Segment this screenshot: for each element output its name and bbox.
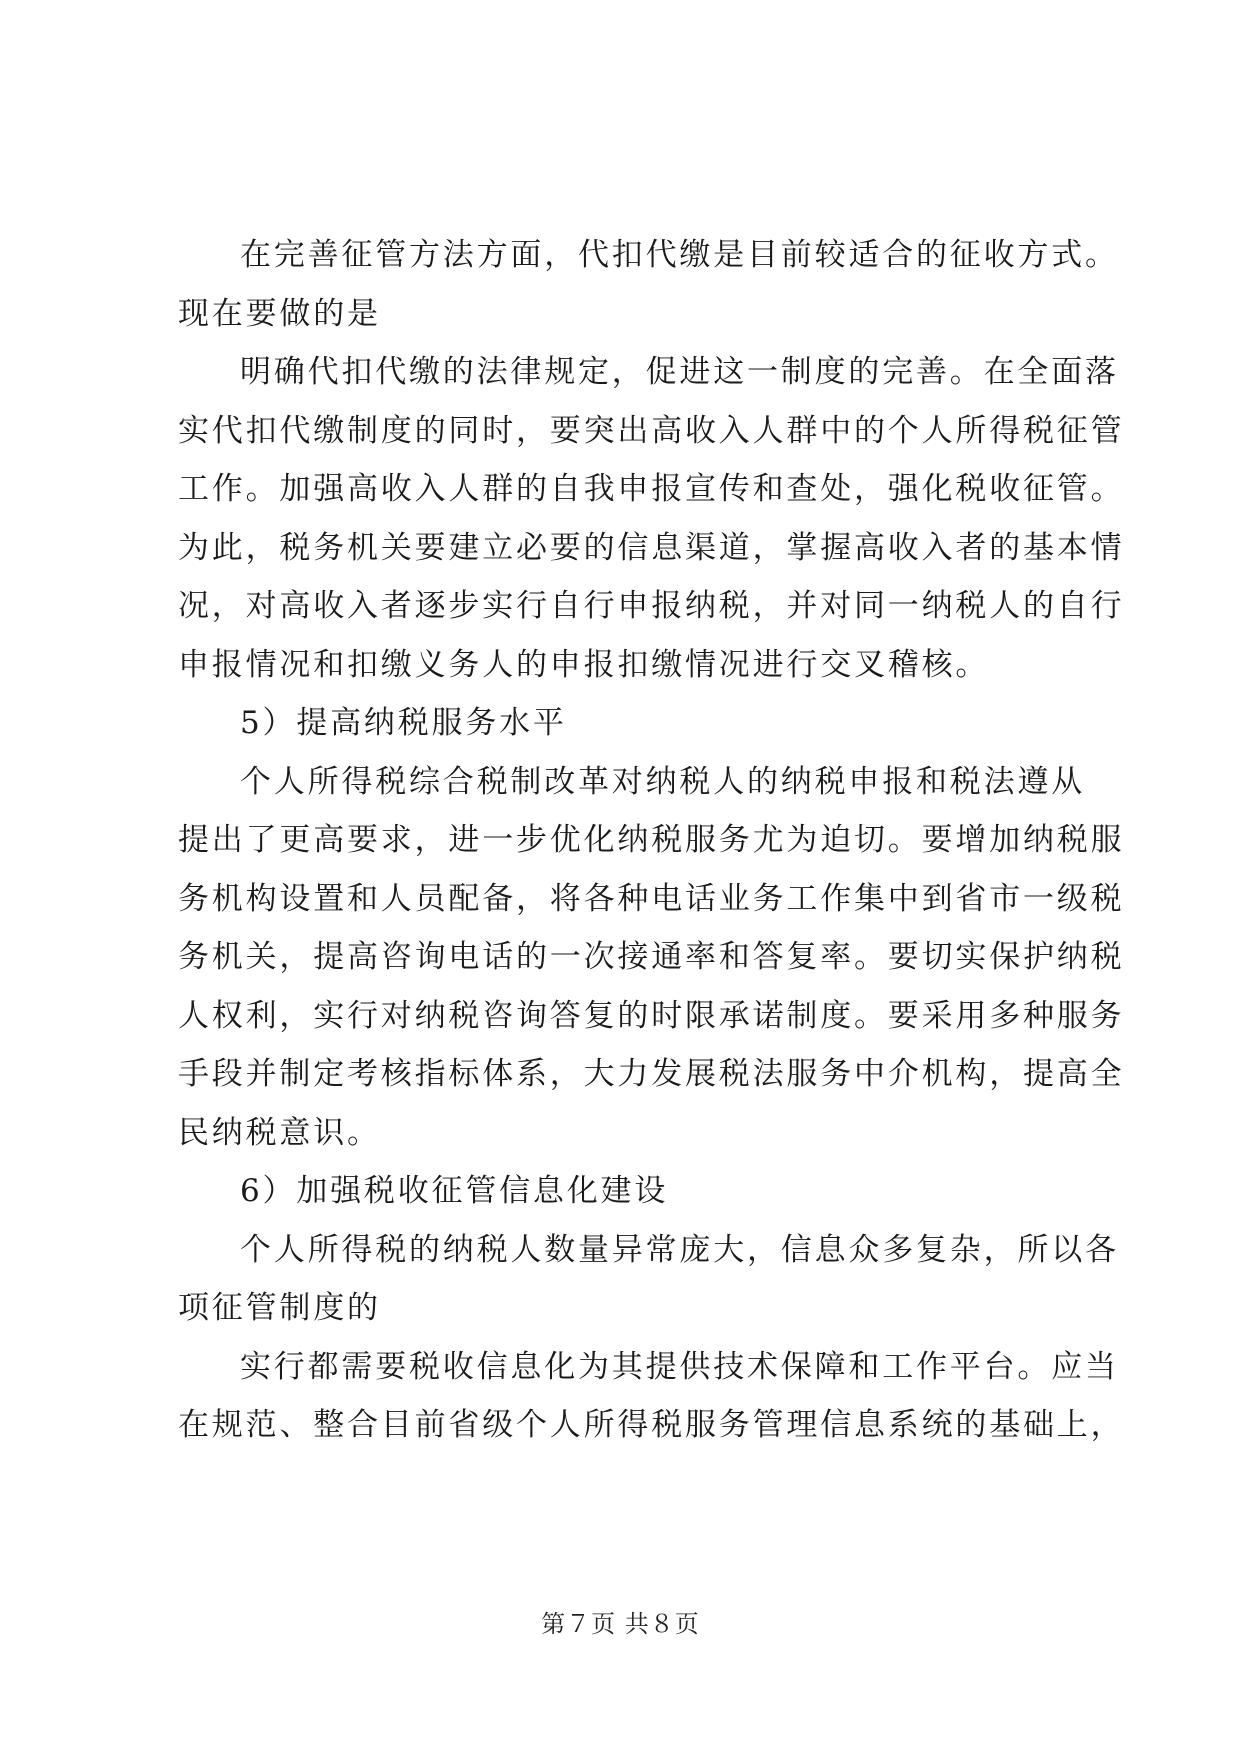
text-line: 况，对高收入者逐步实行自行申报纳税，并对同一纳税人的自行 — [178, 588, 1125, 624]
text-line: 个人所得税的纳税人数量异常庞大，信息众多复杂，所以各 — [240, 1231, 1119, 1268]
text-line: 提出了更高要求，进一步优化纳税服务尤为迫切。要增加纳税服 — [178, 822, 1125, 858]
document-body — [178, 226, 1125, 1455]
text-line: 实行都需要税收信息化为其提供技术保障和工作平台。应当 — [240, 1348, 1119, 1385]
text-line: 实代扣代缴制度的同时，要突出高收入人群中的个人所得税征管 — [178, 412, 1125, 449]
text-line: 工作。加强高收入人群的自我申报宣传和查处，强化税收征管。 — [178, 471, 1125, 507]
text-line: 项征管制度的 — [178, 1290, 381, 1326]
text-line: 为此，税务机关要建立必要的信息渠道，掌握高收入者的基本情 — [178, 529, 1125, 566]
text-line: 民纳税意识。 — [178, 1114, 381, 1151]
text-line: 现在要做的是 — [178, 295, 381, 332]
text-line: 务机关，提高咨询电话的一次接通率和答复率。要切实保护纳税 — [178, 939, 1125, 975]
text-line: 申报情况和扣缴义务人的申报扣缴情况进行交叉稽核。 — [178, 646, 990, 683]
text-line: 个人所得税综合税制改革对纳税人的纳税申报和税法遵从 — [240, 763, 1085, 800]
text-line: 在规范、整合目前省级个人所得税服务管理信息系统的基础上， — [178, 1407, 1125, 1443]
page-footer: 第７页 共８页 — [541, 1610, 700, 1638]
text-line: 5）提高纳税服务水平 — [240, 705, 567, 741]
text-line: 人权利，实行对纳税咨询答复的时限承诺制度。要采用多种服务 — [178, 997, 1125, 1034]
text-line: 手段并制定考核指标体系，大力发展税法服务中介机构，提高全 — [178, 1056, 1125, 1092]
text-line: 明确代扣代缴的法律规定，促进这一制度的完善。在全面落 — [240, 354, 1119, 390]
text-line: 务机构设置和人员配备，将各种电话业务工作集中到省市一级税 — [178, 880, 1125, 917]
text-line: 6）加强税收征管信息化建设 — [240, 1173, 669, 1209]
text-line: 在完善征管方法方面，代扣代缴是目前较适合的征收方式。 — [240, 237, 1119, 273]
